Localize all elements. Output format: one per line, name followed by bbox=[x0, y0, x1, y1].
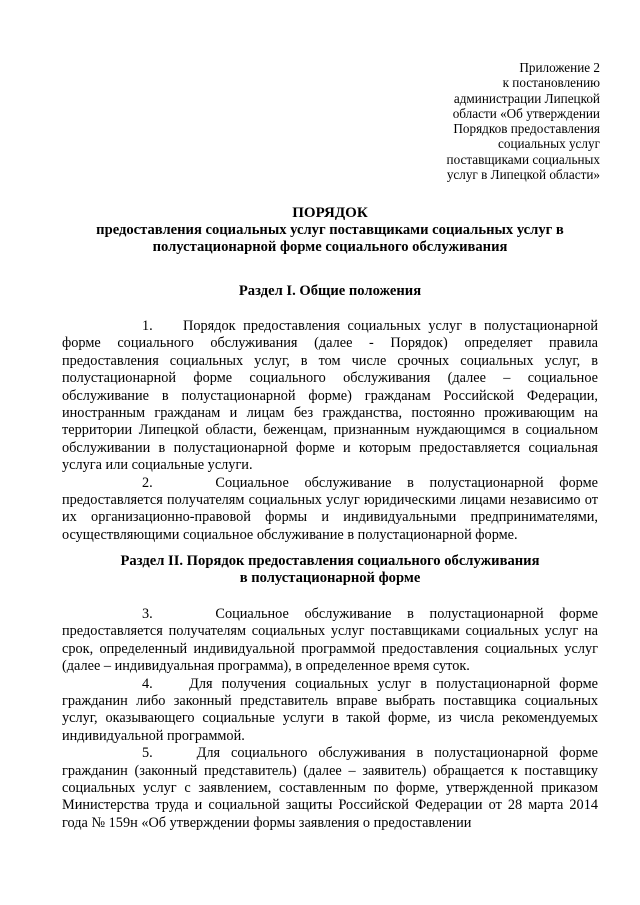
title-main: ПОРЯДОК bbox=[292, 205, 368, 221]
appendix-note bbox=[380, 60, 600, 182]
appendix-line: Приложение 2 bbox=[519, 60, 600, 75]
paragraph-text: Для социального обслуживания в полустационарной форме гражданин (законный представитель) (далее – заявитель) обращается к поставщику социальных услуг с заявлением, составленным по форме, утвержденной приказом Министерства труда и социальной защиты Российской Федерации от 28 марта 2014 года № 159н «Об утверждении формы заявления о предоставлении bbox=[62, 745, 599, 831]
section-heading-text: в полустационарной форме bbox=[239, 570, 421, 586]
paragraph-number: 4. bbox=[142, 675, 153, 692]
section-1-body bbox=[62, 318, 598, 544]
appendix-line: администрации Липецкой bbox=[453, 90, 600, 106]
appendix-line: Порядков предоставления bbox=[453, 121, 600, 137]
section-heading-text: Раздел II. Порядок предоставления социального обслуживания bbox=[120, 553, 540, 569]
paragraph-3 bbox=[62, 606, 598, 676]
paragraph-text: Социальное обслуживание в полустационарной форме предоставляется получателям социальных услуг поставщиками социальных услуг на срок, определенный индивидуальной программой предоставления социальных услуг (далее – индивидуальная программа), в определенное время суток. bbox=[62, 606, 598, 675]
paragraph-text: Для получения социальных услуг в полустационарной форме гражданин либо законный представитель вправе выбрать поставщика социальных услуг, оказывающего социальные услуги в такой форме, из числа рекомендуемых индивидуальной программой. bbox=[62, 675, 598, 744]
section-2-heading bbox=[60, 553, 600, 587]
paragraph-5 bbox=[62, 745, 598, 832]
section-2-body bbox=[62, 606, 598, 832]
paragraph-2 bbox=[62, 475, 598, 545]
title-line: предоставления социальных услуг поставщиками социальных услуг в bbox=[96, 222, 564, 238]
paragraph-text: Порядок предоставления социальных услуг в полустационарной форме социального обслуживания (далее - Порядок) определяет правила предоставления социальных услуг, в том числе срочных социальных услуг, в полустационарной форме социального обслуживания (далее – социальное обслуживание в полустационарной форме) гражданам Российской Федерации, иностранным гражданам и лицам без гражданства, постоянно проживающим на территории Липецкой области, беженцам, признанным нуждающимся в социальном обслуживании в полустационарной форме и которым предоставляется социальная услуга или социальные услуги. bbox=[62, 318, 599, 474]
appendix-line: поставщиками социальных bbox=[446, 151, 600, 167]
appendix-line: области «Об утверждении bbox=[452, 105, 600, 121]
paragraph-number: 1. bbox=[142, 318, 153, 334]
paragraph-1 bbox=[62, 318, 598, 475]
section-heading-text: Раздел I. Общие положения bbox=[238, 283, 422, 299]
appendix-line: услуг в Липецкой области» bbox=[446, 167, 600, 183]
paragraph-text: Социальное обслуживание в полустационарной форме предоставляется получателям социальных услуг юридическими лицами независимо от их организационно-правовой формы и индивидуальными предпринимателями, осуществляющими социальное обслуживание в полустационарной форме. bbox=[62, 474, 598, 543]
paragraph-4 bbox=[62, 676, 598, 746]
section-1-heading bbox=[60, 283, 600, 300]
appendix-line: к постановлению bbox=[502, 75, 600, 91]
document-title bbox=[60, 205, 600, 256]
title-line: полустационарной форме социального обслуживания bbox=[152, 239, 508, 255]
paragraph-number: 3. bbox=[142, 606, 153, 622]
paragraph-number: 5. bbox=[142, 745, 153, 762]
appendix-line: социальных услуг bbox=[498, 136, 600, 152]
paragraph-number: 2. bbox=[142, 474, 153, 491]
